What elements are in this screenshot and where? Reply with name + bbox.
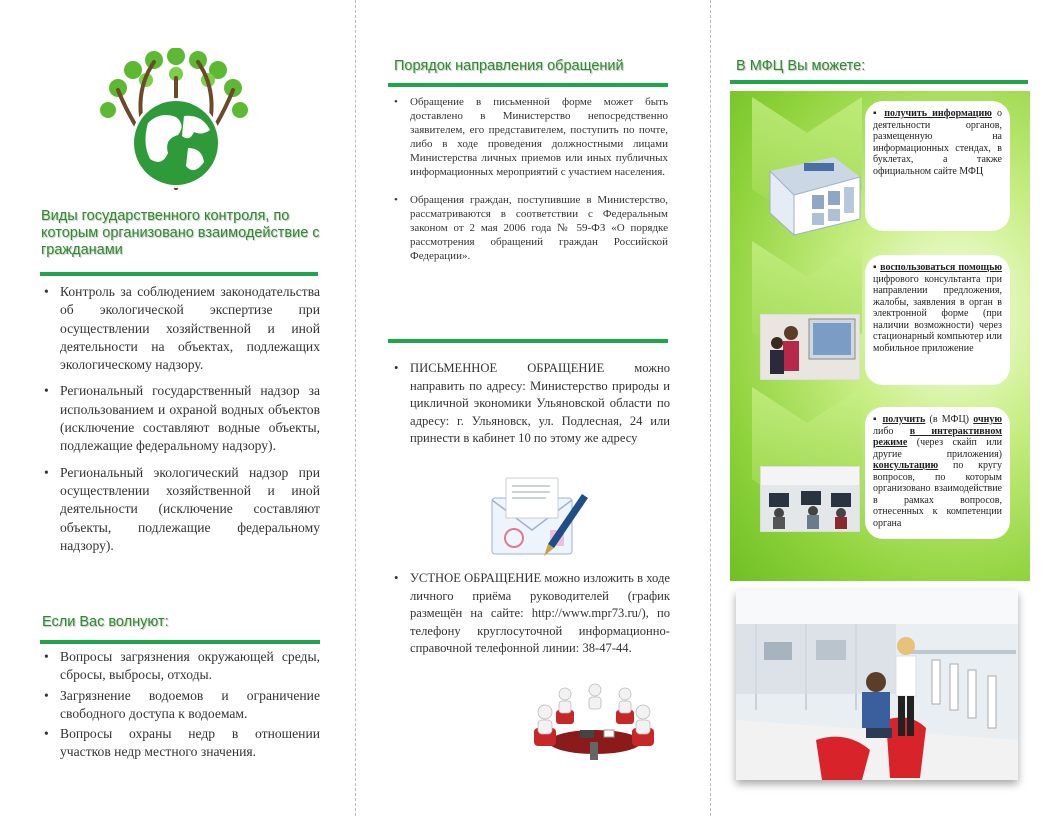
list-item: • Вопросы охраны недр в отношении участков недр местного значения. bbox=[40, 725, 320, 762]
digital-consultant-photo bbox=[760, 314, 860, 380]
service-title: в интерактивном режиме bbox=[873, 425, 1002, 448]
service-text: цифрового консультанта при направлении предложения, жалобы, заявления в орган в электронной форме (при наличии возможности) через стационарный компьютер или мобильное приложение bbox=[873, 273, 1002, 354]
oral-appeal-text: • УСТНОЕ ОБРАЩЕНИЕ можно изложить в ходе личного приёма руководителей (график размещён на сайте: http://www.mpr73.ru/), по телефону круглосуточной информационно-справочной телефонной линии: 38-47-44. bbox=[390, 570, 670, 658]
bullet-icon: ▪ bbox=[873, 262, 878, 273]
service-text: по кругу вопросов, по которым организовано взаимодействие в рамках вопросов, отнесенных к компетенции органа bbox=[873, 460, 1002, 529]
oral-appeal-list bbox=[390, 570, 670, 658]
bullet-icon: ▪ bbox=[873, 108, 880, 119]
info-stand-icon bbox=[764, 151, 864, 237]
section-divider bbox=[388, 339, 668, 343]
mfc-services-panel bbox=[730, 91, 1030, 581]
service-title: получить bbox=[882, 414, 926, 425]
eco-globe-tree-icon bbox=[88, 48, 258, 198]
list-item: • Региональный государственный надзор за использованием и охраной водных объектов (исключение составляют водные объекты, подлежащие федеральному надзору). bbox=[40, 382, 320, 455]
service-bubble-consultation bbox=[865, 407, 1010, 539]
bullet-icon: ▪ bbox=[873, 414, 879, 425]
service-title: очную bbox=[973, 414, 1003, 425]
service-text: (через скайп или другие приложения) bbox=[873, 437, 1002, 460]
service-bubble-information bbox=[865, 101, 1010, 231]
service-title: получить информацию bbox=[884, 108, 992, 119]
list-item: • Обращения граждан, поступившие в Министерство, рассматриваются в соответствии с Федеральным законом от 2 мая 2006 года № 59-ФЗ «О порядке рассмотрения обращений граждан Российской Федерации». bbox=[390, 193, 668, 263]
section-heading-procedure: Порядок направления обращений bbox=[394, 58, 624, 74]
service-text: (в МФЦ) bbox=[925, 414, 974, 425]
control-types-list bbox=[40, 283, 320, 563]
list-item: • Контроль за соблюдением законодательства об экологической экспертизе при осуществлении хозяйственной и иной деятельности на объектах, подлежащих экологическому надзору. bbox=[40, 283, 320, 374]
section-heading-control-types: Виды государственного контроля, по которым организовано взаимодействие с гражданами bbox=[41, 208, 320, 258]
mfc-hall-photo bbox=[736, 590, 1018, 780]
fold-line-left bbox=[355, 0, 356, 816]
written-appeal-list bbox=[390, 360, 670, 448]
service-bubble-digital-consultant bbox=[865, 255, 1010, 385]
list-item: • Обращение в письменной форме может быть доставлено в Министерство непосредственно заявителем, его представителем, поступить по почте, либо в ходе проведения должностными лицами Министерства личных приемов или иных публичных информационных мероприятий с участием населения. bbox=[390, 95, 668, 179]
mfc-office-photo bbox=[760, 466, 860, 532]
service-text: либо bbox=[873, 425, 910, 437]
list-item: • Загрязнение водоемов и ограничение свободного доступа к водоемам. bbox=[40, 687, 320, 724]
heading-underline bbox=[388, 83, 668, 87]
heading-underline bbox=[40, 272, 318, 276]
heading-underline bbox=[730, 80, 1028, 84]
service-title: воспользоваться помощью bbox=[880, 262, 1003, 273]
meeting-people-icon bbox=[520, 680, 670, 764]
service-title: консультацию bbox=[873, 460, 939, 471]
section-heading-mfc: В МФЦ Вы можете: bbox=[736, 58, 866, 74]
written-appeal-text: • ПИСЬМЕННОЕ ОБРАЩЕНИЕ можно направить по адресу: Министерство природы и цикличной экономики Ульяновской области по адресу: г. Ульяновск, ул. Подлесная, 24 или принести в кабинет 10 по этому же адресу bbox=[390, 360, 670, 448]
envelope-pen-icon bbox=[490, 474, 590, 558]
concerns-list bbox=[40, 648, 320, 764]
procedure-list bbox=[390, 95, 668, 277]
list-item: • Вопросы загрязнения окружающей среды, сбросы, выбросы, отходы. bbox=[40, 648, 320, 685]
section-heading-concerns: Если Вас волнуют: bbox=[42, 614, 169, 630]
fold-line-right bbox=[710, 0, 711, 816]
service-text: о деятельности органов, размещенную на информационных стендах, в буклетах, а также официальном сайте МФЦ bbox=[873, 108, 1003, 177]
list-item: • Региональный экологический надзор при осуществлении хозяйственной и иной деятельности (исключение составляют объекты, подлежащие федеральному надзору). bbox=[40, 464, 320, 555]
heading-underline bbox=[40, 640, 320, 644]
